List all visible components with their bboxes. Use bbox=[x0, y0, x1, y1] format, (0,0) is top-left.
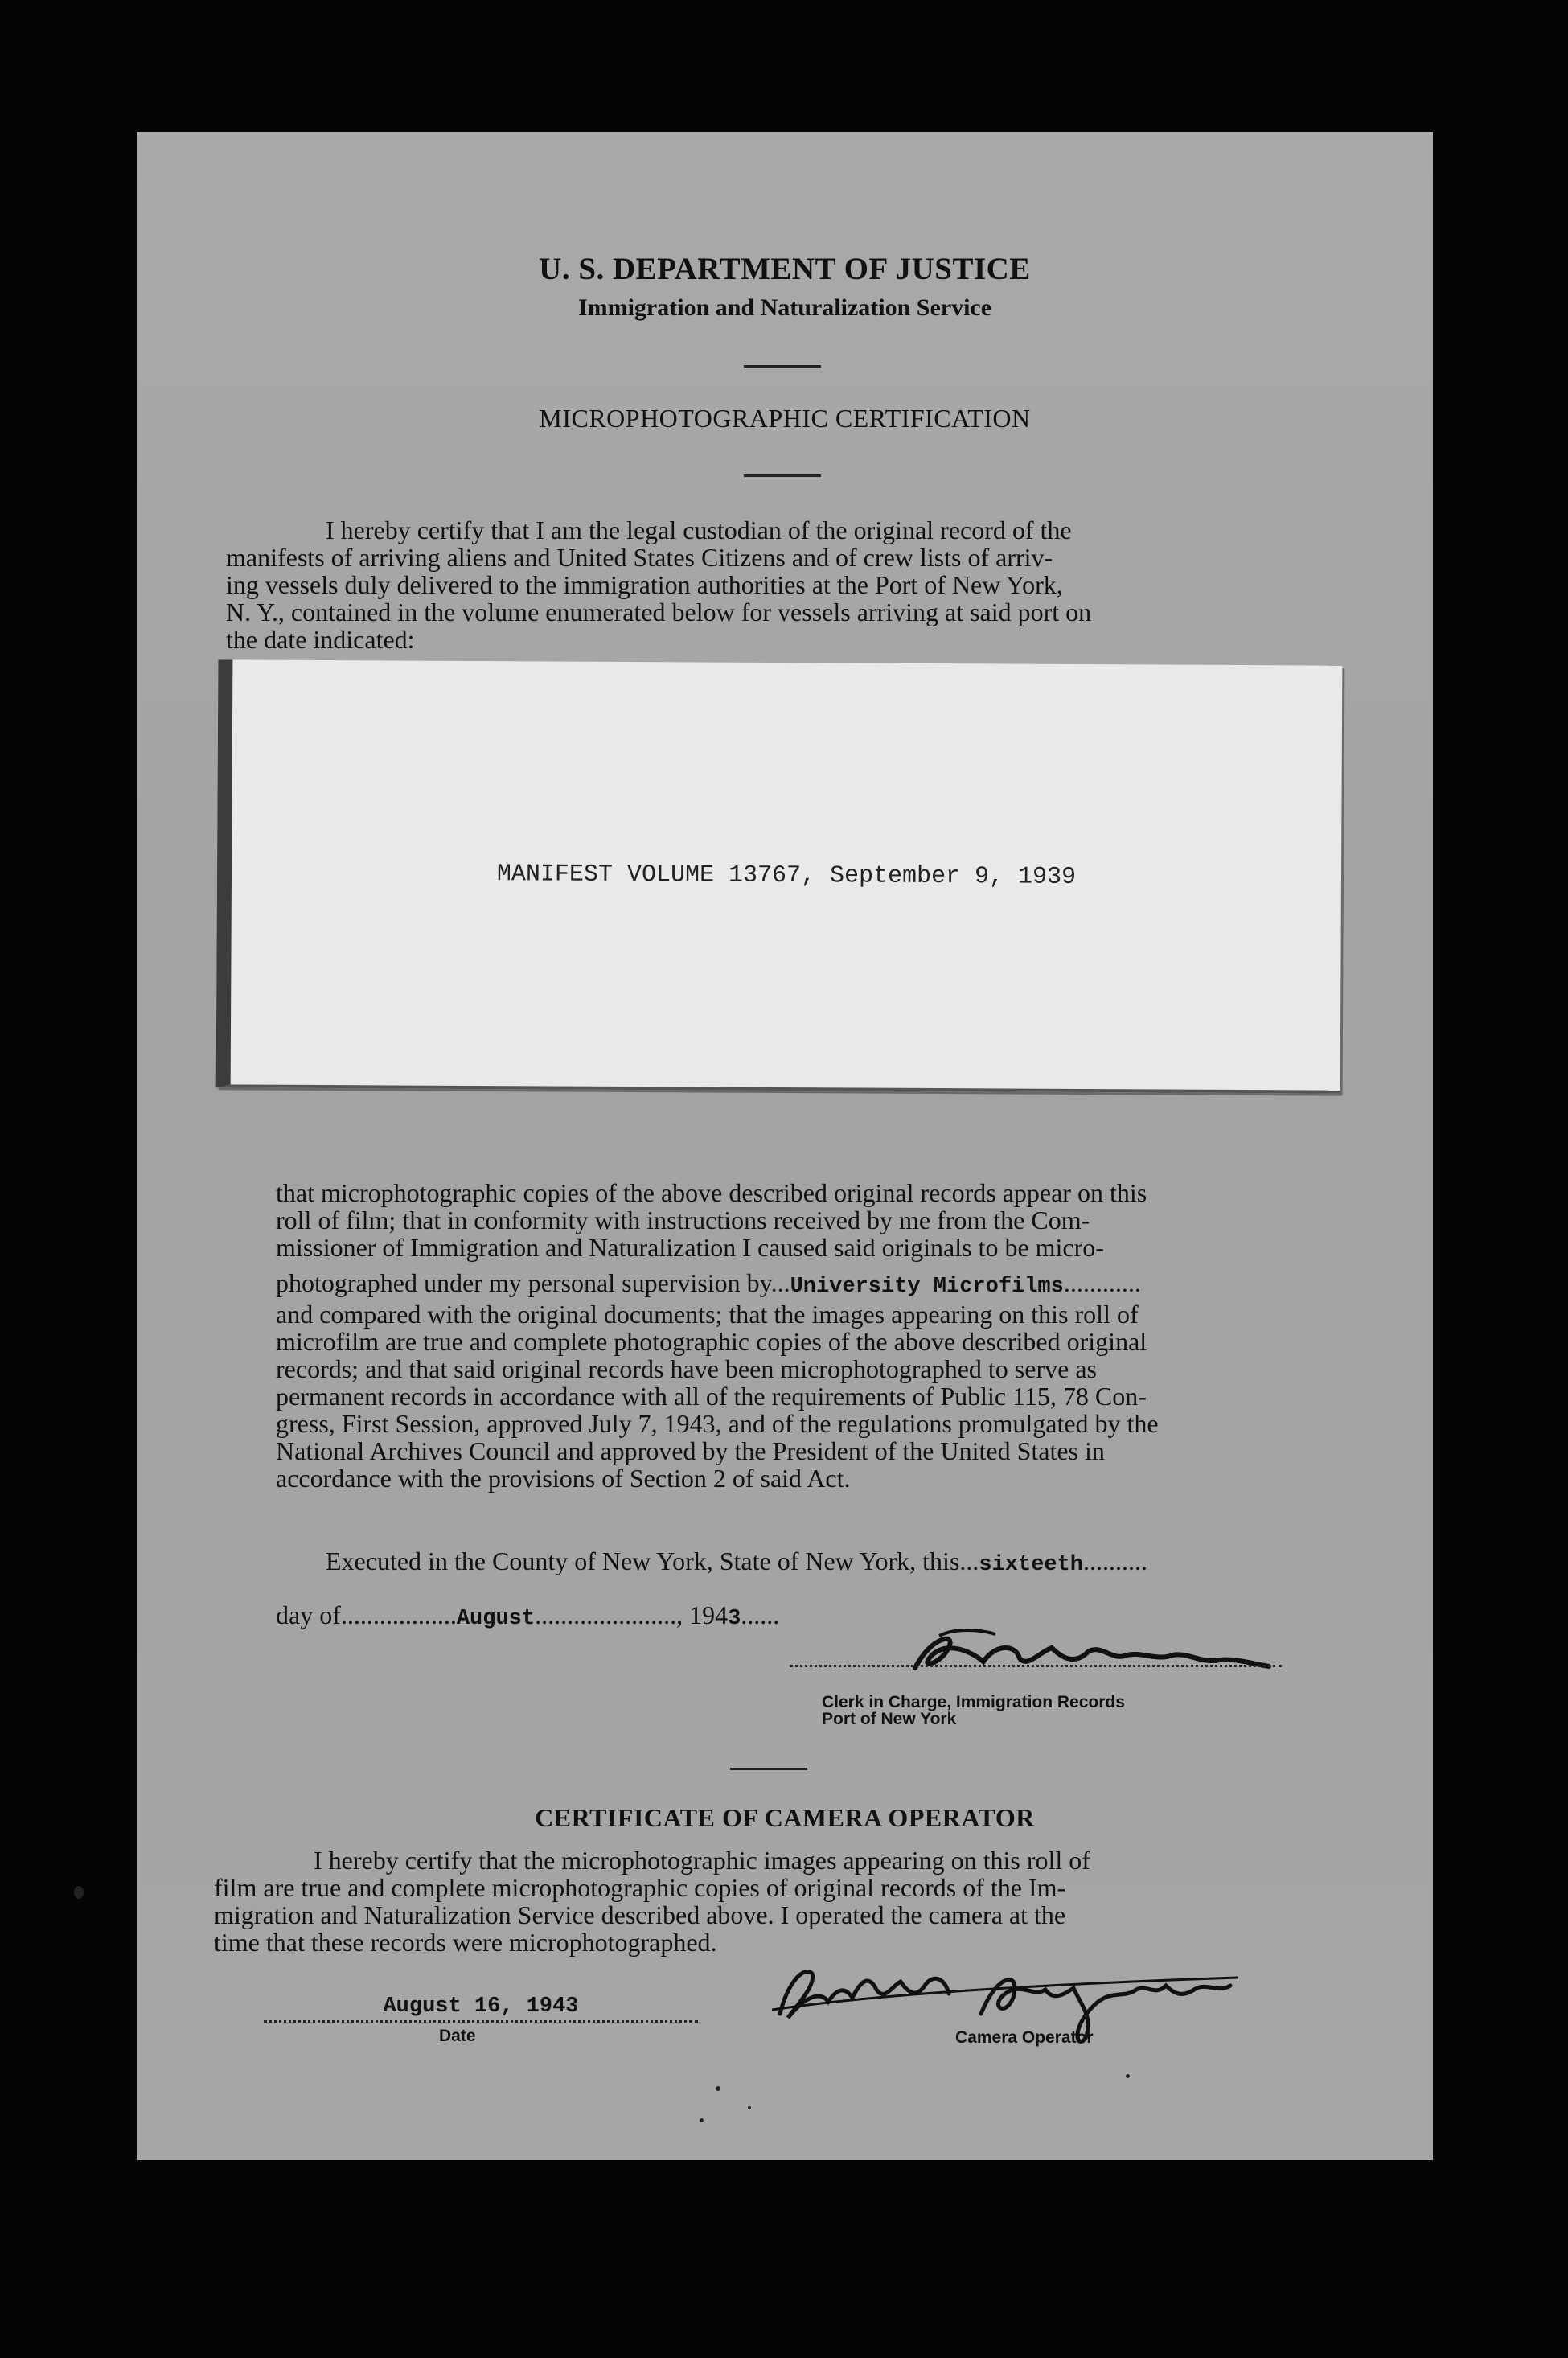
execution-day: sixteeth bbox=[979, 1553, 1084, 1577]
execution-month: August bbox=[456, 1607, 536, 1631]
execution-dots: .......... bbox=[1083, 1547, 1148, 1575]
camera-operator-label: Camera Operator bbox=[955, 2028, 1094, 2047]
body-line: roll of film; that in conformity with instructions received by me from the Com- bbox=[276, 1206, 1090, 1234]
intro-line: N. Y., contained in the volume enumerated below for vessels arriving at said port on bbox=[226, 598, 1092, 626]
month-prefix: day of.................. bbox=[276, 1600, 457, 1629]
camera-line: time that these records were microphotographed. bbox=[214, 1928, 717, 1957]
execution-prefix: Executed in the County of New York, State of New York, this... bbox=[326, 1547, 979, 1575]
certificate-page bbox=[137, 132, 1433, 2160]
supervisor-prefix: photographed under my personal supervision by... bbox=[276, 1268, 790, 1297]
body-line: National Archives Council and approved by the President of the United States in bbox=[276, 1436, 1105, 1465]
divider bbox=[744, 365, 821, 368]
clerk-title: Clerk in Charge, Immigration Records bbox=[822, 1693, 1125, 1711]
intro-line: manifests of arriving aliens and United States Citizens and of crew lists of arriv- bbox=[226, 543, 1053, 572]
clerk-signature bbox=[883, 1620, 1333, 1684]
date-field bbox=[264, 1994, 698, 2023]
camera-operator-paragraph bbox=[214, 1846, 1297, 1957]
certification-body bbox=[276, 1179, 1297, 1492]
body-line: permanent records in accordance with all of the requirements of Public 115, 78 Con- bbox=[276, 1382, 1147, 1411]
manifest-slip bbox=[216, 659, 1343, 1093]
body-line: records; and that said original records have been microphotographed to serve as bbox=[276, 1354, 1097, 1383]
camera-line: I hereby certify that the microphotographic images appearing on this roll of bbox=[314, 1846, 1090, 1875]
body-line: microfilm are true and complete photographic copies of the above described original bbox=[276, 1327, 1147, 1356]
intro-line: I hereby certify that I am the legal custodian of the original record of the bbox=[326, 516, 1072, 544]
camera-line: migration and Naturalization Service described above. I operated the camera at the bbox=[214, 1900, 1066, 1929]
speck bbox=[748, 2106, 751, 2109]
clerk-signature-line bbox=[790, 1665, 1282, 1667]
intro-line: ing vessels duly delivered to the immigration authorities at the Port of New York, bbox=[226, 570, 1063, 599]
certification-title: MICROPHOTOGRAPHIC CERTIFICATION bbox=[539, 404, 1031, 433]
execution-year-digit: 3 bbox=[728, 1607, 741, 1631]
supervisor-line bbox=[276, 1269, 1297, 1300]
speck bbox=[1126, 2074, 1130, 2078]
month-suffix: ......................, 194 bbox=[535, 1600, 729, 1629]
date-label: Date bbox=[439, 2027, 476, 2045]
divider bbox=[730, 1768, 807, 1770]
speck bbox=[74, 1886, 84, 1899]
supervisor-name: University Microfilms bbox=[790, 1275, 1064, 1299]
speck bbox=[716, 2086, 720, 2091]
divider bbox=[744, 474, 821, 477]
speck bbox=[700, 2118, 704, 2122]
operator-date: August 16, 1943 bbox=[264, 1994, 698, 2023]
body-line: and compared with the original documents; that the images appearing on this roll of bbox=[276, 1300, 1139, 1329]
manifest-volume-text: MANIFEST VOLUME 13767, September 9, 1939 bbox=[496, 861, 1077, 891]
camera-operator-heading: CERTIFICATE OF CAMERA OPERATOR bbox=[535, 1803, 1035, 1832]
service-subheading: Immigration and Naturalization Service bbox=[577, 294, 992, 321]
clerk-port: Port of New York bbox=[822, 1710, 957, 1728]
department-heading: U. S. DEPARTMENT OF JUSTICE bbox=[539, 252, 1031, 286]
supervisor-dots: ............ bbox=[1063, 1268, 1141, 1297]
camera-line: film are true and complete microphotographic copies of original records of the Im- bbox=[214, 1873, 1066, 1902]
execution-line bbox=[276, 1547, 1297, 1579]
body-line: accordance with the provisions of Section 2 of said Act. bbox=[276, 1464, 851, 1493]
body-line: that microphotographic copies of the above described original records appear on this bbox=[276, 1178, 1147, 1207]
intro-line: the date indicated: bbox=[226, 625, 415, 654]
year-dots: ...... bbox=[741, 1600, 780, 1629]
clerk-caption bbox=[822, 1694, 1125, 1727]
intro-paragraph bbox=[226, 516, 1297, 654]
body-line: missioner of Immigration and Naturalization I caused said originals to be micro- bbox=[276, 1233, 1104, 1262]
body-line: gress, First Session, approved July 7, 1943, and of the regulations promulgated by the bbox=[276, 1409, 1159, 1438]
